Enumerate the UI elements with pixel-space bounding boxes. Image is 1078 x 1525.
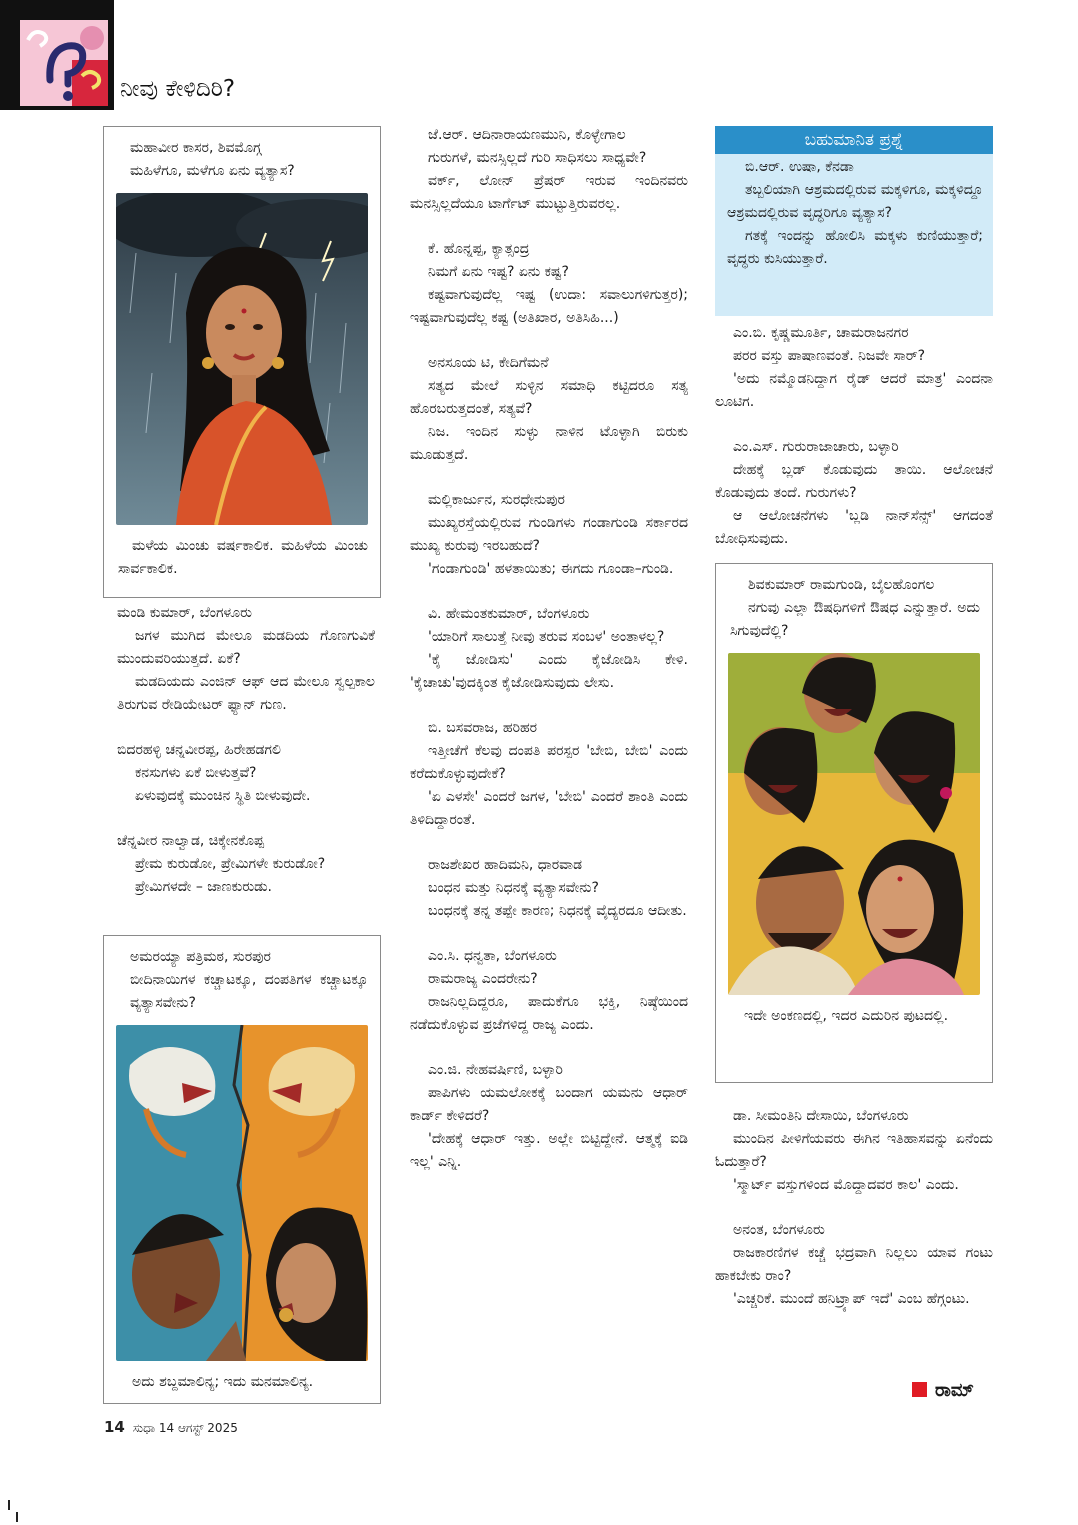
answer: ಏಳುವುದಕ್ಕೆ ಮುಂಚಿನ ಸ್ಥಿತಿ ಬೀಳುವುದೇ. [135,788,311,804]
author-signature: ರಾಮ್ [912,1380,974,1401]
crop-mark [8,1500,10,1510]
column-1-list [117,602,375,921]
qa-box-rain [103,126,381,598]
asker: ಜೆ.ಆರ್. ಆದಿನಾರಾಯಣಮುನಿ, ಕೊಳ್ಳೇಗಾಲ [428,127,626,143]
qa-item [410,717,688,832]
question: ಸತ್ಯದ ಮೇಲೆ ಸುಳ್ಳಿನ ಸಮಾಧಿ ಕಟ್ಟಿದರೂ ಸತ್ಯ ಹೊರಬರುತ್ತದಂತೆ, ಸತ್ಯವೆ? [410,378,688,417]
crop-mark [16,1512,18,1522]
asker: ಎಂ.ಜಿ. ನೇಹವರ್ಷಿಣಿ, ಬಳ್ಳಾರಿ [428,1062,563,1078]
question: ಬೀದಿನಾಯಿಗಳ ಕಚ್ಚಾಟಕ್ಕೂ, ದಂಪತಿಗಳ ಕಚ್ಚಾಟಕ್ಕೂ ವ್ಯತ್ಯಾಸವೇನು? [130,972,368,1011]
asker: ಶಿವಕುಮಾರ್ ರಾಮಗುಂಡಿ, ಬೈಲಹೊಂಗಲ [748,577,935,593]
qa-item [715,436,993,551]
qa-item [410,603,688,695]
column-3-list-bottom [715,1105,993,1333]
asker: ಎಂ.ಎಸ್. ಗುರುರಾಜಾಚಾರು, ಬಳ್ಳಾರಿ [733,439,899,455]
question: ರಾಜಕಾರಣಿಗಳ ಕಚ್ಚೆ ಭದ್ರವಾಗಿ ನಿಲ್ಲಲು ಯಾವ ಗಂಟು ಹಾಕಬೇಕು ರಾಂ? [715,1245,993,1284]
question: ನಗುವು ಎಲ್ಲಾ ಔಷಧಿಗಳಿಗೆ ಔಷಧ ಎನ್ನುತ್ತಾರೆ. ಅದು ಸಿಗುವುದೆಲ್ಲಿ? [730,600,980,639]
asker: ಅನಸೂಯ ಟಿ, ಕೇದಿಗೆಮನೆ [428,355,549,371]
qa-item [117,830,375,899]
qa-item [117,602,375,717]
featured-question-box [715,126,993,316]
qa-item [715,322,993,414]
woman-in-rain-illustration [116,193,368,525]
answer: ನಿಜ. ಇಂದಿನ ಸುಳ್ಳು ನಾಳಿನ ಟೊಳ್ಳಾಗಿ ಬಿರುಕು ಮೂಡುತ್ತದೆ. [410,424,688,463]
asker: ಬಿದರಹಳ್ಳಿ ಚನ್ನವೀರಪ್ಪ, ಹಿರೇಹಡಗಲಿ [117,742,281,758]
answer: ಬಂಧನಕ್ಕೆ ತನ್ನ ತಪ್ಪೇ ಕಾರಣ; ನಿಧನಕ್ಕೆ ವೈದ್ಯರದೂ ಆದೀತು. [428,903,687,919]
question: ನಿಮಗೆ ಏನು ಇಷ್ಟ? ಏನು ಕಷ್ಟ? [428,264,569,280]
qa-item [410,489,688,581]
question: ಕನಸುಗಳು ಏಕೆ ಬೀಳುತ್ತವೆ? [135,765,257,781]
answer: 'ಏ ಎಳಸೇ' ಎಂದರೆ ಜಗಳ, 'ಬೇಬಿ' ಎಂದರೆ ಶಾಂತಿ ಎಂದು ತಿಳಿದಿದ್ದಾರಂತೆ. [410,789,688,828]
question-mark-logo-icon [20,20,108,106]
qa-box-laugh [715,563,993,1083]
asker: ಮಂಡಿ ಕುಮಾರ್, ಬೆಂಗಳೂರು [117,605,252,621]
laughing-group-illustration [728,653,980,995]
answer: 'ದೇಹಕ್ಕೆ ಆಧಾರ್ ಇತ್ತು. ಅಲ್ಲೇ ಬಿಟ್ಟಿದ್ದೇನೆ. ಆತ್ಮಕ್ಕೆ ಐಡಿ ಇಲ್ಲ' ಎನ್ನಿ. [410,1131,688,1170]
qa-item [410,945,688,1037]
question: 'ಯಾರಿಗೆ ಸಾಲುತ್ತೆ ನೀವು ತರುವ ಸಂಬಳ' ಅಂತಾಳಲ್ಲ? [428,629,665,645]
question: ಜಗಳ ಮುಗಿದ ಮೇಲೂ ಮಡದಿಯ ಗೊಣಗುವಿಕೆ ಮುಂದುವರಿಯುತ್ತದೆ. ಏಕೆ? [117,628,375,667]
asker: ಅಮರಯ್ಯಾ ಪತ್ರಿಮಠ, ಸುರಪುರ [130,949,271,965]
answer: ರಾಜನಿಲ್ಲದಿದ್ದರೂ, ಪಾದುಕೆಗೂ ಭಕ್ತಿ, ನಿಷ್ಠೆಯಿಂದ ನಡೆದುಕೊಳ್ಳುವ ಪ್ರಜೆಗಳಿದ್ದ ರಾಜ್ಯ ಎಂದು. [410,994,688,1033]
qa-item [410,352,688,467]
fighting-dogs-couple-illustration [116,1025,368,1361]
question: ಪಾಪಿಗಳು ಯಮಲೋಕಕ್ಕೆ ಬಂದಾಗ ಯಮನು ಆಧಾರ್ ಕಾರ್ಡ್ ಕೇಳಿದರೆ? [410,1085,688,1124]
qa-item [117,739,375,808]
qa-item [410,238,688,330]
featured-heading: ಬಹುಮಾನಿತ ಪ್ರಶ್ನೆ [715,126,993,154]
question: ತಬ್ಬಲಿಯಾಗಿ ಆಶ್ರಮದಲ್ಲಿರುವ ಮಕ್ಕಳಿಗೂ, ಮಕ್ಕಳಿದ್ದೂ ಆಶ್ರಮದಲ್ಲಿರುವ ವೃದ್ಧರಿಗೂ ವ್ಯತ್ಯಾಸ? [727,182,983,221]
answer: ಗತಕ್ಕೆ ಇಂದನ್ನು ಹೋಲಿಸಿ ಮಕ್ಕಳು ಕುಣಿಯುತ್ತಾರೆ; ವೃದ್ಧರು ಕುಸಿಯುತ್ತಾರೆ. [727,228,983,267]
question: ಮುಖ್ಯರಸ್ತೆಯಲ್ಲಿರುವ ಗುಂಡಿಗಳು ಗಂಡಾಗುಂಡಿ ಸರ್ಕಾರದ ಮುಖ್ಯ ಕುರುವು ಇರಬಹುದೆ? [410,515,688,554]
answer: ಅದು ಶಬ್ದಮಾಲಿನ್ಯ; ಇದು ಮನಮಾಲಿನ್ಯ. [132,1374,314,1390]
column-2-list [410,124,688,1196]
page-number: 14 [104,1418,125,1436]
qa-item [715,1105,993,1197]
asker: ಬಿ.ಆರ್. ಉಷಾ, ಕೆನಡಾ [745,159,854,175]
answer: ಮಳೆಯ ಮಿಂಚು ವರ್ಷಕಾಲಿಕ. ಮಹಿಳೆಯ ಮಿಂಚು ಸಾರ್ವಕಾಲಿಕ. [118,538,368,577]
answer: ಆ ಆಲೋಚನೆಗಳು 'ಬ್ಲಡಿ ನಾನ್‌ಸೆನ್ಸ್' ಆಗದಂತೆ ಬೋಧಿಸುವುದು. [715,508,993,547]
answer: ಮಡದಿಯದು ಎಂಜಿನ್ ಆಫ್ ಆದ ಮೇಲೂ ಸ್ವಲ್ಪಕಾಲ ತಿರುಗುವ ರೇಡಿಯೇಟರ್ ಫ್ಯಾನ್ ಗುಣ. [117,674,375,713]
qa-item [410,1059,688,1174]
qa-item [410,124,688,216]
answer: ಪ್ರೇಮಿಗಳದೇ – ಜಾಣಕುರುಡು. [135,879,272,895]
page-footer [104,1418,238,1436]
asker: ವಿ. ಹೇಮಂತಕುಮಾರ್, ಬೆಂಗಳೂರು [428,606,590,622]
asker: ರಾಜಶೇಖರ ಹಾದಿಮನಿ, ಧಾರವಾಡ [428,857,582,873]
asker: ಕೆ. ಹೊನ್ನಪ್ಪ, ಕ್ಯಾತ್ಸಂದ್ರ [428,241,530,257]
answer: 'ಗಂಡಾಗುಂಡಿ' ಹಳತಾಯಿತು; ಈಗದು ಗೂಂಡಾ–ಗುಂಡಿ. [428,561,674,577]
column-3-list-top [715,322,993,573]
question: ಮಹಿಳೆಗೂ, ಮಳೆಗೂ ಏನು ವ್ಯತ್ಯಾಸ? [130,163,295,179]
question: ರಾಮರಾಜ್ಯ ಎಂದರೇನು? [428,971,538,987]
asker: ಎಂ.ಸಿ. ಧನ್ವತಾ, ಬೆಂಗಳೂರು [428,948,557,964]
magazine-issue: ಸುಧಾ 14 ಆಗಸ್ಟ್ 2025 [132,1421,238,1435]
question: ಪರರ ವಸ್ತು ಪಾಷಾಣವಂತೆ. ನಿಜವೇ ಸಾರ್? [733,348,926,364]
asker: ಅನಂತ, ಬೆಂಗಳೂರು [733,1222,825,1238]
answer: 'ಎಚ್ಚರಿಕೆ. ಮುಂದೆ ಹನಿಟ್ರ್ಯಾಪ್ ಇದೆ' ಎಂಬ ಹೆಗ್ಗಂಟು. [733,1291,970,1307]
red-square-icon [912,1382,927,1397]
answer: 'ಅದು ನಮ್ಮೊಡನಿದ್ದಾಗ ರೈಡ್ ಆದರೆ ಮಾತ್ರ' ಎಂದನಾ ಲೂಟಿಗ. [715,371,993,410]
asker: ಬಿ. ಬಸವರಾಜ, ಹರಿಹರ [428,720,538,736]
answer: 'ಸ್ಮಾರ್ಟ್ ವಸ್ತುಗಳಿಂದ ಮೊದ್ದಾದವರ ಕಾಲ' ಎಂದು. [733,1177,959,1193]
question: ಗುರುಗಳೆ, ಮನಸ್ಸಿಲ್ಲದೆ ಗುರಿ ಸಾಧಿಸಲು ಸಾಧ್ಯವೇ? [428,150,647,166]
answer: ವರ್ಕ್, ಲೋನ್ ಪ್ರೆಷರ್ ಇರುವ ಇಂದಿನವರು ಮನಸ್ಸಿಲ್ಲದೆಯೂ ಟಾರ್ಗೆಟ್ ಮುಟ್ಟುತ್ತಿರುವರಲ್ಲ. [410,173,688,212]
answer: ಕಷ್ಟವಾಗುವುದೆಲ್ಲ ಇಷ್ಟ (ಉದಾ: ಸವಾಲುಗಳಿಗುತ್ತರ); ಇಷ್ಟವಾಗುವುದೆಲ್ಲ ಕಷ್ಟ (ಅತಿಖಾರ, ಅತಿಸಿಹಿ...) [410,287,688,326]
question: ದೇಹಕ್ಕೆ ಬ್ಲಡ್ ಕೊಡುವುದು ತಾಯಿ. ಆಲೋಚನೆ ಕೊಡುವುದು ತಂದೆ. ಗುರುಗಳು? [715,462,993,501]
question: ಪ್ರೇಮ ಕುರುಡೋ, ಪ್ರೇಮಿಗಳೇ ಕುರುಡೋ? [135,856,326,872]
qa-box-dogs [103,935,381,1404]
asker: ಚೆನ್ನವೀರ ನಾಲ್ವಾಡ, ಚಿಕ್ಕೇನಕೊಪ್ಪ [117,833,265,849]
question: ಮುಂದಿನ ಪೀಳಿಗೆಯವರು ಈಗಿನ ಇತಿಹಾಸವನ್ನು ಏನೆಂದು ಓದುತ್ತಾರೆ? [715,1131,993,1170]
question: ಬಂಧನ ಮತ್ತು ನಿಧನಕ್ಕೆ ವ್ಯತ್ಯಾಸವೇನು? [428,880,599,896]
answer: 'ಕೈ ಜೋಡಿಸು' ಎಂದು ಕೈಜೋಡಿಸಿ ಕೇಳಿ. 'ಕೈಚಾಚು'ವುದಕ್ಕಿಂತ ಕೈಜೋಡಿಸುವುದು ಲೇಸು. [410,652,688,691]
section-logo [0,0,114,110]
qa-item [715,1219,993,1311]
asker: ಮಹಾವೀರ ಕಾಸರ, ಶಿವಮೊಗ್ಗ [130,140,262,156]
section-title: ನೀವು ಕೇಳಿದಿರಿ? [120,76,236,102]
answer: ಇದೇ ಅಂಕಣದಲ್ಲಿ, ಇದರ ಎದುರಿನ ಪುಟದಲ್ಲಿ. [744,1008,949,1024]
asker: ಡಾ. ಸೀಮಂತಿನಿ ದೇಸಾಯಿ, ಬೆಂಗಳೂರು [733,1108,909,1124]
question: ಇತ್ತೀಚೆಗೆ ಕೆಲವು ದಂಪತಿ ಪರಸ್ಪರ 'ಬೇಬಿ, ಬೇಬಿ' ಎಂದು ಕರೆದುಕೊಳ್ಳುವುದೇಕೆ? [410,743,688,782]
asker: ಎಂ.ಬಿ. ಕೃಷ್ಣಮೂರ್ತಿ, ಚಾಮರಾಜನಗರ [733,325,909,341]
qa-item [410,854,688,923]
asker: ಮಲ್ಲಿಕಾರ್ಜುನ, ಸುರಧೇನುಪುರ [428,492,565,508]
